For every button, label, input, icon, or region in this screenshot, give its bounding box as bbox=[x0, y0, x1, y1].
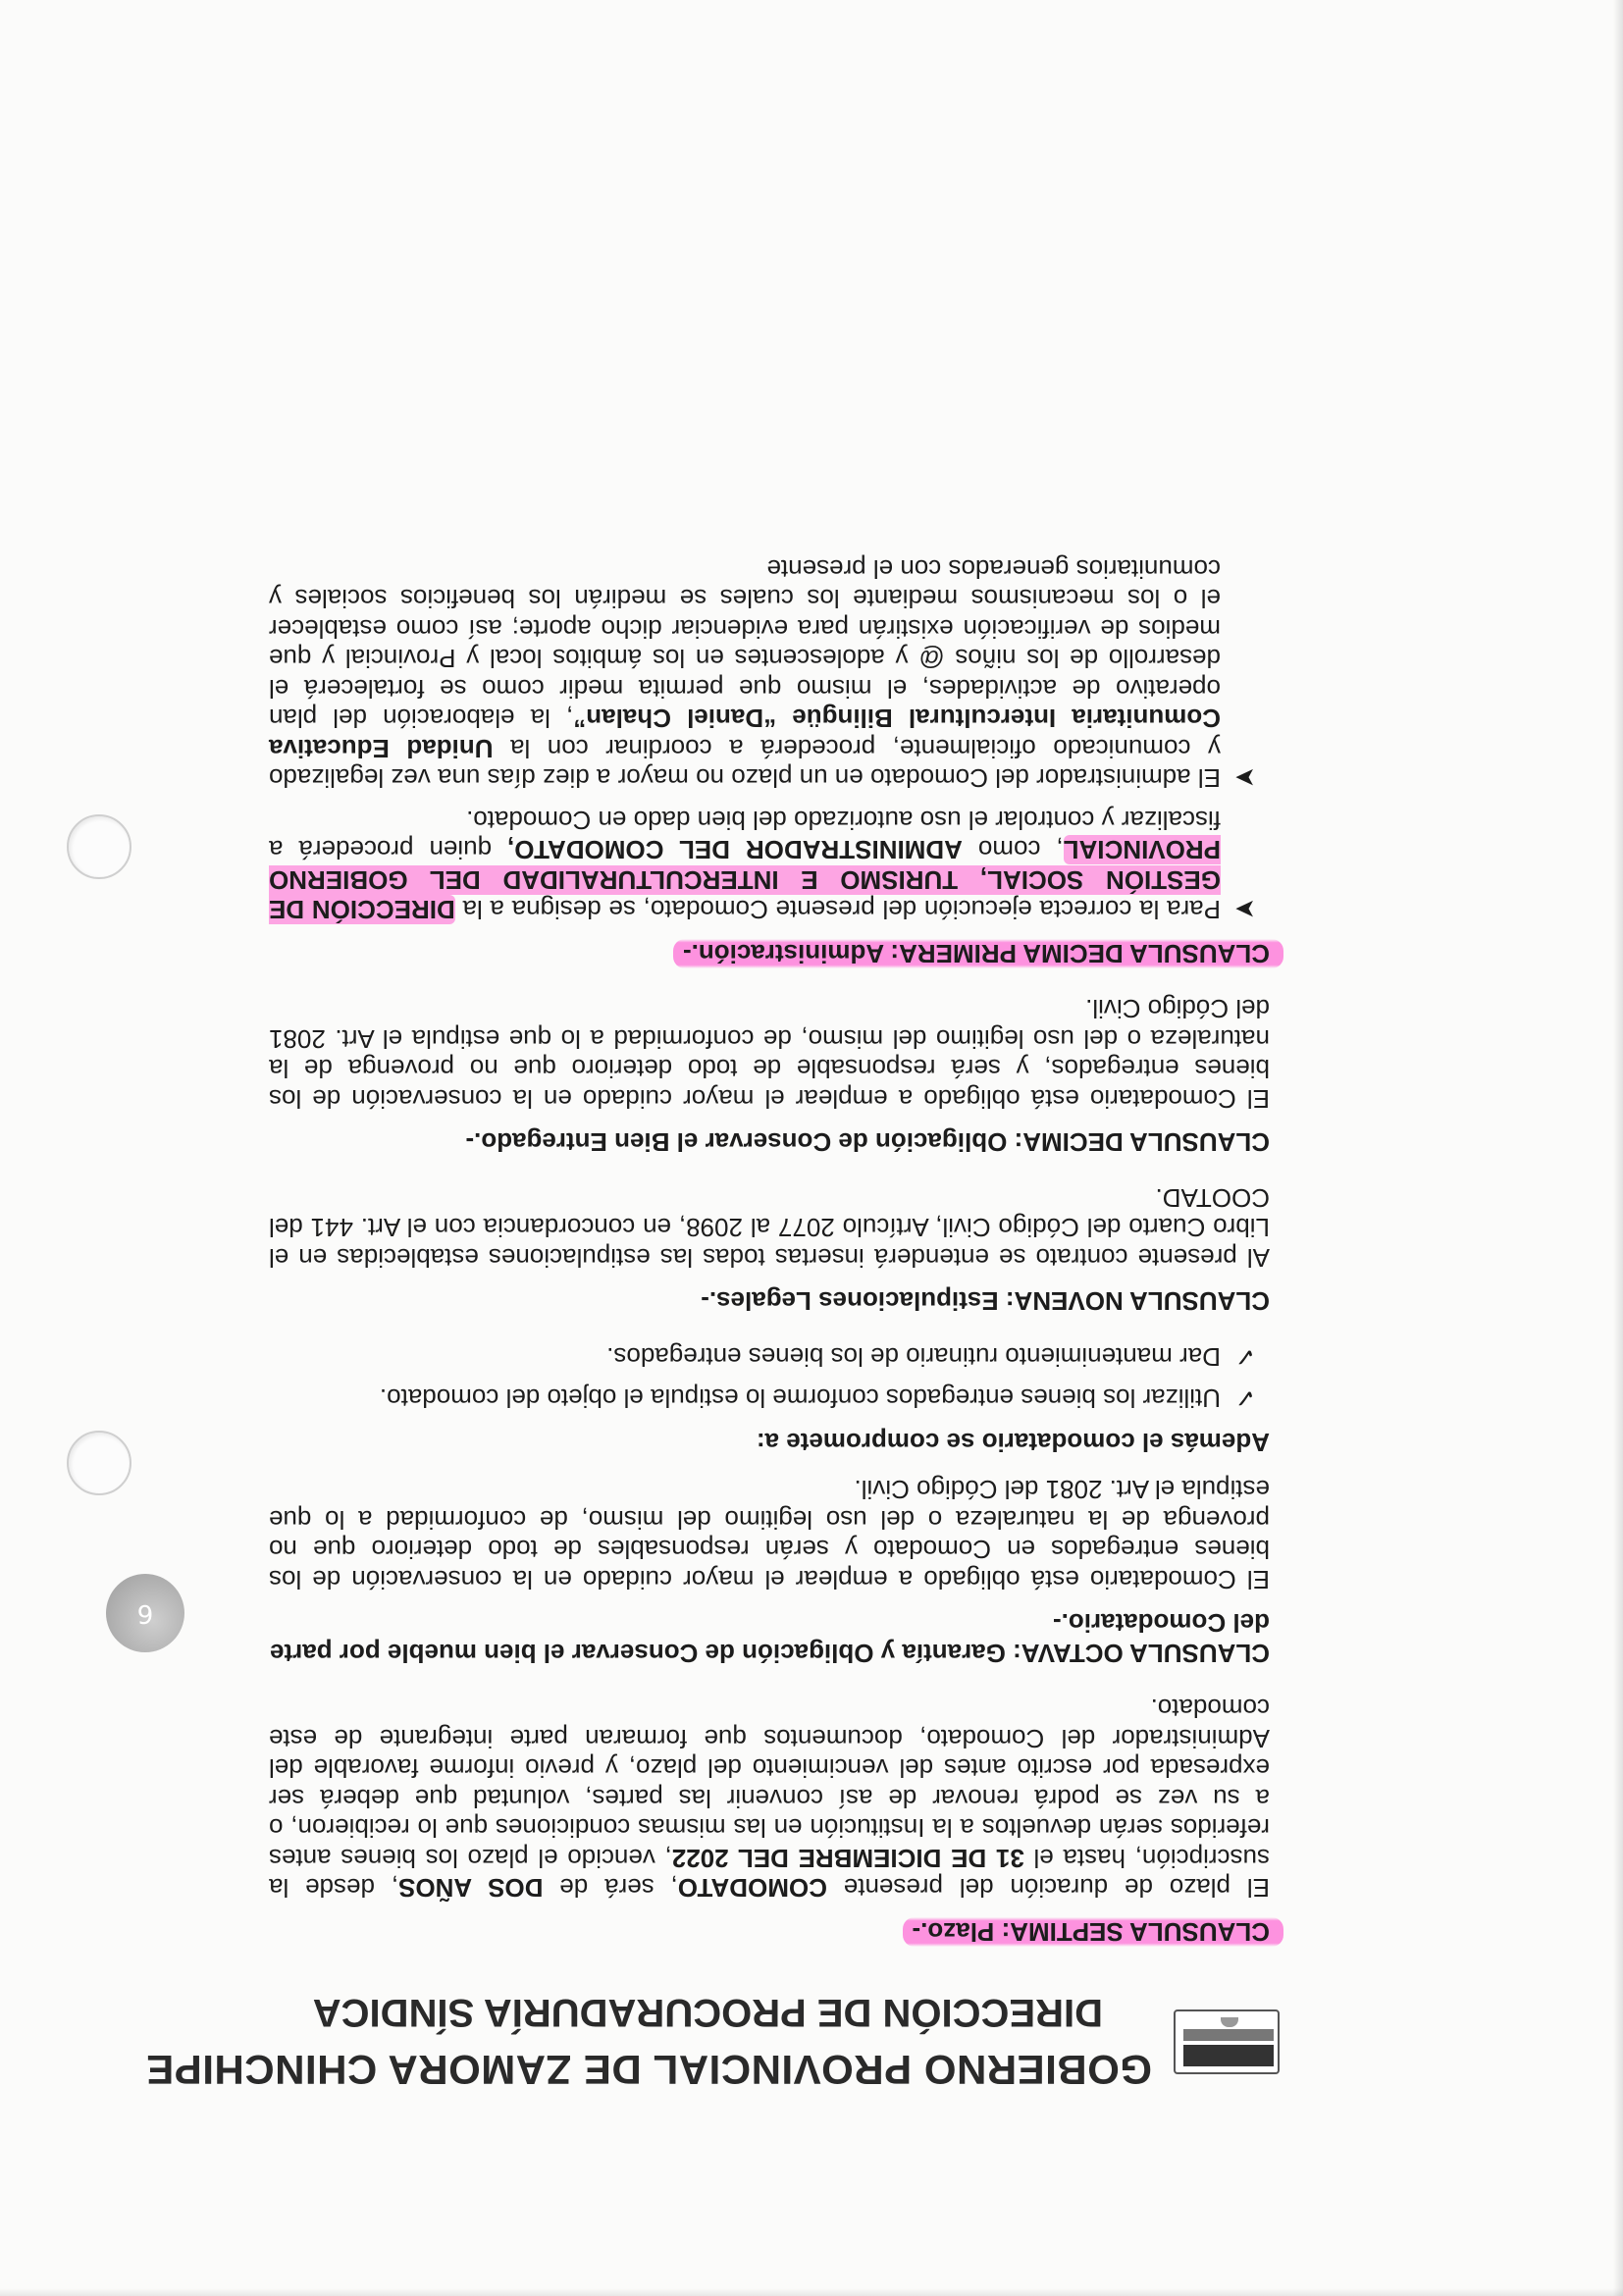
check-icon: ✓ bbox=[1234, 1383, 1256, 1414]
list-item: ➤ El administrador del Comodato en un plazo no mayor a diez días una vez legalizado y comunicado oficialmente, procederá a coordinar con la Unidad Educativa Comunitaria Intercultural Bilingüe “Daniel Chalan”, la elaboración del plan operativo de actividades, el mismo que permita medir como se fortalecerá el desarrollo de los niños @ y adolescentes en los ámbitos local y Provincial y que medios de verificación existirán para evidenciar dicho aporte; así como establecer el o los mecanismos mediante los cuales se medirán los beneficios sociales y comunitarios generados con el presente bbox=[269, 554, 1270, 794]
page-number-badge: 6 bbox=[106, 1574, 184, 1652]
list-item: ✓ Utilizar los bienes entregados conforme lo estipula el objeto del comodato. bbox=[269, 1383, 1270, 1414]
punch-hole bbox=[67, 1431, 131, 1495]
clause-7-title: CLAUSULA SEPTIMA: Plazo.- bbox=[269, 1917, 1270, 1948]
office-name: DIRECCIÓN DE PROCURADURÍA SÍNDICA bbox=[312, 1991, 1103, 2034]
clause-8-title: CLAUSULA OCTAVA: Garantía y Obligación de Conservar el bien mueble por parte del Comodatario.- bbox=[270, 1608, 1270, 1668]
arrow-bullet-icon: ➤ bbox=[1234, 895, 1256, 925]
list-item: ✓ Dar mantenimiento rutinario de los bienes entregados. bbox=[269, 1342, 1270, 1373]
letterhead bbox=[145, 1947, 1270, 2094]
provincial-government-logo bbox=[1174, 2009, 1280, 2074]
clause-9-title: CLAUSULA NOVENA: Estipulaciones Legales.- bbox=[701, 1286, 1270, 1317]
clause-10-text: El Comodatario está obligado a emplear el mayor cuidado en la conservación de los bienes entregados, y será responsable de todo deterioro que no provenga de la naturaleza o del uso legitimo del mismo, de conformidad a lo que estipula el Art. 2081 del Código Civil. bbox=[269, 994, 1270, 1114]
clause-8-text: El Comodatario está obligado a emplear el mayor cuidado en la conservación de los bienes entregados en Comodato y serán responsables de todo deterioro que no provenga de la naturaleza o del uso legitimo del mismo, de conformidad a lo que estipula el Art. 2081 del Código Civil. bbox=[269, 1475, 1270, 1594]
check-icon: ✓ bbox=[1234, 1342, 1256, 1372]
clause-10-title: CLAUSULA DECIMA: Obligación de Conservar el Bien Entregado.- bbox=[465, 1127, 1270, 1158]
clause-7-text: El plazo de duración del presente COMODATO, será de DOS AÑOS, desde la suscripción, hasta el 31 DE DICIEMBRE DEL 2022, vencido el plazo los bienes antes referidos serán devueltos a la Institución en las mismas condiciones que lo recibieron, o a su vez se podrá renovar de así convenir las partes, voluntad que deberá ser expresada por escrito antes del vencimiento del plazo, y previo informe favorable del Administrador del Comodato, documentos que formaran parte integrante de este comodato. bbox=[268, 1694, 1270, 1904]
punch-hole bbox=[67, 814, 131, 879]
clause-11-title: CLAUSULA DECIMA PRIMERA: Administración.- bbox=[269, 939, 1270, 969]
list-item: ➤ Para la correcta ejecución del presente Comodato, se designa a la DIRECCIÓN DE GESTIÓN SOCIAL, TURISMO E INTERCULTURALIDAD DEL GOBIERNO PROVINCIAL, como ADMINISTRADOR DEL COMODATO, quien procederá a fiscalizar y controlar el uso autorizado del bien dado en Comodato. bbox=[269, 806, 1270, 925]
organization-name: GOBIERNO PROVINCIAL DE ZAMORA CHINCHIPE bbox=[145, 2047, 1152, 2093]
clause-9-text: Al presente contrato se entenderá insertas todas las estipulaciones establecidas en el Libro Cuarto del Código Civil, Artículo 2077 al 2098, en concordancia con el Art. 441 del COOTAD. bbox=[269, 1183, 1270, 1273]
document-body bbox=[145, 543, 1270, 2095]
clause-8-commitment-lead: Además el comodatario se compromete a: bbox=[756, 1428, 1270, 1457]
arrow-bullet-icon: ➤ bbox=[1234, 763, 1256, 794]
